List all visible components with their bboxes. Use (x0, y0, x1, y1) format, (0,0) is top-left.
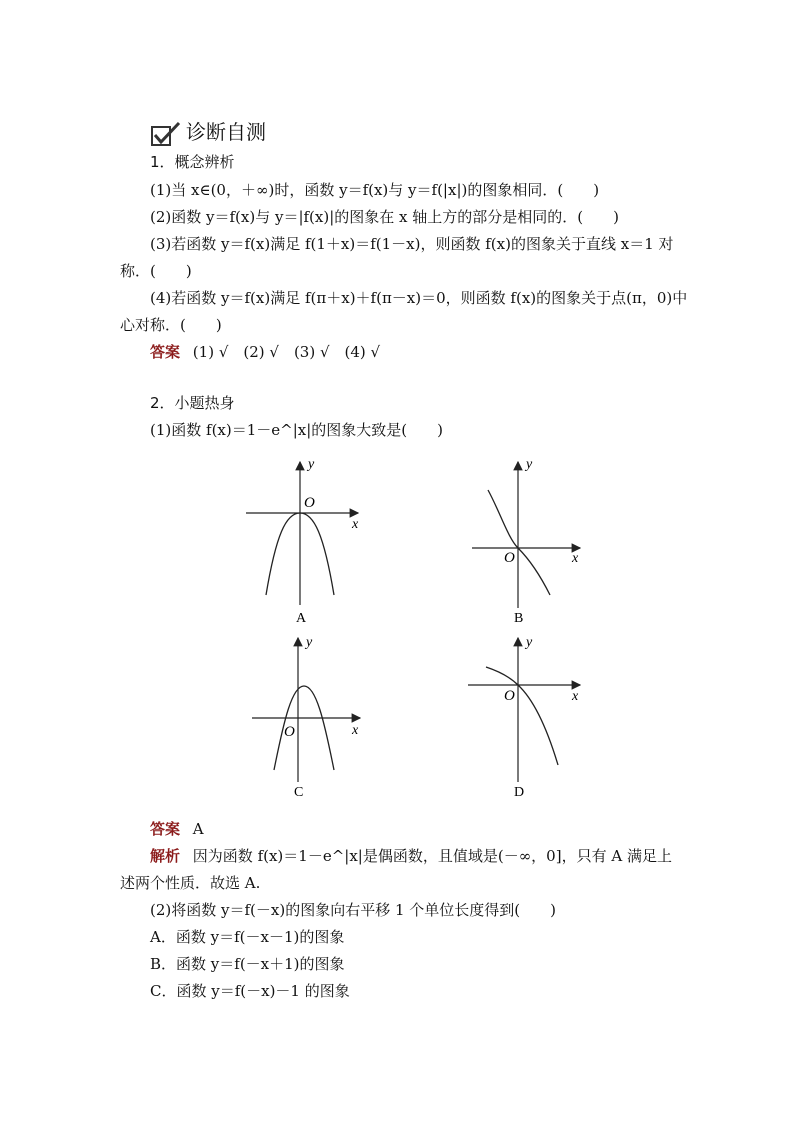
graph-panel-c (252, 635, 360, 800)
axis-y-label: y (306, 635, 313, 650)
question-1-2: (2)函数 y＝f(x)与 y＝|f(x)|的图象在 x 轴上方的部分是相同的．( ) (150, 208, 619, 226)
graph-panel-a (246, 457, 359, 626)
origin-label: O (284, 724, 295, 740)
analysis-label: 解析 (150, 847, 181, 865)
question-2-2: (2)将函数 y＝f(－x)的图象向右平移 1 个单位长度得到( ) (150, 901, 556, 919)
answer-label: 答案 (150, 820, 181, 838)
origin-label: O (504, 550, 515, 566)
graph-options-figure (228, 450, 598, 810)
panel-label-a: A (296, 611, 307, 626)
question-1-3-line1: (3)若函数 y＝f(x)满足 f(1＋x)＝f(1－x)，则函数 f(x)的图象关于直线 x＝1 对 (150, 235, 674, 253)
graph-panel-b (472, 457, 580, 626)
axis-x-label: x (572, 689, 579, 704)
axis-y-label: y (526, 457, 533, 472)
option-a: A．函数 y＝f(－x－1)的图象 (150, 928, 345, 946)
answer-2-1 (150, 819, 204, 839)
answer-text: A (192, 820, 204, 838)
section-title: 诊断自测 (186, 120, 266, 144)
answer-text: (1) √ (2) √ (3) √ (4) √ (192, 343, 381, 361)
analysis-text-line1: 因为函数 f(x)＝1－e^|x|是偶函数，且值域是(－∞，0]，只有 A 满足上 (192, 847, 672, 865)
analysis-2-1 (150, 846, 672, 866)
question-1-4-line1: (4)若函数 y＝f(x)满足 f(π＋x)＋f(π－x)＝0，则函数 f(x)的图象关于点(π，0)中 (150, 289, 688, 307)
section1-title: 1．概念辨析 (150, 153, 235, 171)
option-c: C．函数 y＝f(－x)－1 的图象 (150, 982, 350, 1000)
question-1-4-line2: 心对称．( ) (120, 316, 222, 334)
origin-label: O (304, 495, 315, 511)
answer-label: 答案 (150, 343, 181, 361)
panel-label-c: C (294, 785, 304, 800)
check-box-icon (150, 121, 182, 147)
axis-x-label: x (572, 551, 579, 566)
analysis-text-line2: 述两个性质．故选 A. (120, 874, 261, 892)
axis-x-label: x (352, 517, 359, 532)
axis-y-label: y (526, 635, 533, 650)
panel-label-d: D (514, 785, 525, 800)
answer-1 (150, 342, 380, 362)
origin-label: O (504, 688, 515, 704)
axis-x-label: x (352, 723, 359, 738)
graph-panel-d (468, 635, 580, 800)
question-1-3-line2: 称．( ) (120, 262, 192, 280)
option-b: B．函数 y＝f(－x＋1)的图象 (150, 955, 345, 973)
question-2-1: (1)函数 f(x)＝1－e^|x|的图象大致是( ) (150, 421, 443, 439)
panel-label-b: B (514, 611, 524, 626)
section2-title: 2．小题热身 (150, 394, 235, 412)
question-1-1: (1)当 x∈(0，＋∞)时，函数 y＝f(x)与 y＝f(|x|)的图象相同．( ) (150, 181, 600, 199)
axis-y-label: y (308, 457, 315, 472)
